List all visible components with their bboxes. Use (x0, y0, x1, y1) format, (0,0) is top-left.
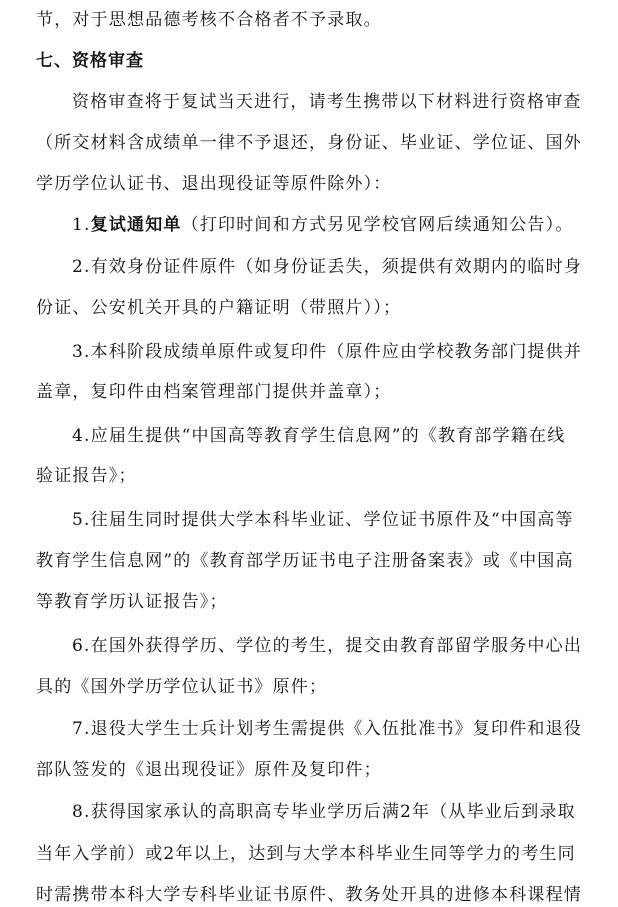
intro-line: 资格审查将于复试当天进行，请考生携带以下材料进行资格审查 (72, 92, 582, 112)
list-item-6-line: 6.在国外获得学历、学位的考生，提交由教育部留学服务中心出 (72, 636, 583, 656)
list-item-7-line: 7.退役大学生士兵计划考生需提供《入伍批准书》复印件和退役 (72, 719, 583, 739)
list-item-5-line: 教育学生信息网”的《教育部学历证书电子注册备案表》或《中国高 (36, 551, 574, 571)
paragraph-line: 节，对于思想品德考核不合格者不予录取。 (36, 10, 382, 30)
list-item-5-line: 5.往届生同时提供大学本科毕业证、学位证书原件及“中国高等 (72, 510, 574, 530)
list-item-3-line: 3.本科阶段成绩单原件或复印件（原件应由学校教务部门提供并 (72, 342, 583, 362)
list-item-6-line: 具的《国外学历学位认证书》原件； (36, 677, 328, 697)
list-item-2-line: 2.有效身份证件原件（如身份证丢失，须提供有效期内的临时身 (72, 257, 583, 277)
list-item-8-line: 8.获得国家承认的高职高专毕业学历后满2年（从毕业后到录取 (72, 802, 576, 822)
list-item-8-line: 当年入学前）或2年以上，达到与大学本科毕业生同等学力的考生同 (36, 844, 576, 864)
list-item-5-line: 等教育学历认证报告》； (36, 592, 228, 612)
intro-line: 学历学位认证书、退出现役证等原件除外）： (36, 174, 392, 194)
list-item-4-line: 验证报告》； (36, 466, 137, 486)
intro-line: （所交材料含成绩单一律不予退还，身份证、毕业证、学位证、国外 (36, 133, 582, 153)
item-bold-text: 复试通知单 (90, 215, 182, 235)
item-number: 1. (72, 215, 91, 235)
item-text: （打印时间和方式另见学校官网后续通知公告）。 (181, 215, 574, 235)
list-item-3-line: 盖章，复印件由档案管理部门提供并盖章）； (36, 382, 392, 402)
list-item-4-line: 4.应届生提供“中国高等教育学生信息网”的《教育部学籍在线 (72, 426, 566, 446)
list-item-1 (72, 213, 574, 237)
list-item-8-line: 时需携带本科大学专科毕业证书原件、教务处开具的进修本科课程情 (36, 885, 582, 905)
list-item-7-line: 部队签发的《退出现役证》原件及复印件； (36, 760, 382, 780)
list-item-2-line: 份证、公安机关开具的户籍证明（带照片））； (36, 298, 402, 318)
section-heading: 七、资格审查 (36, 51, 144, 71)
